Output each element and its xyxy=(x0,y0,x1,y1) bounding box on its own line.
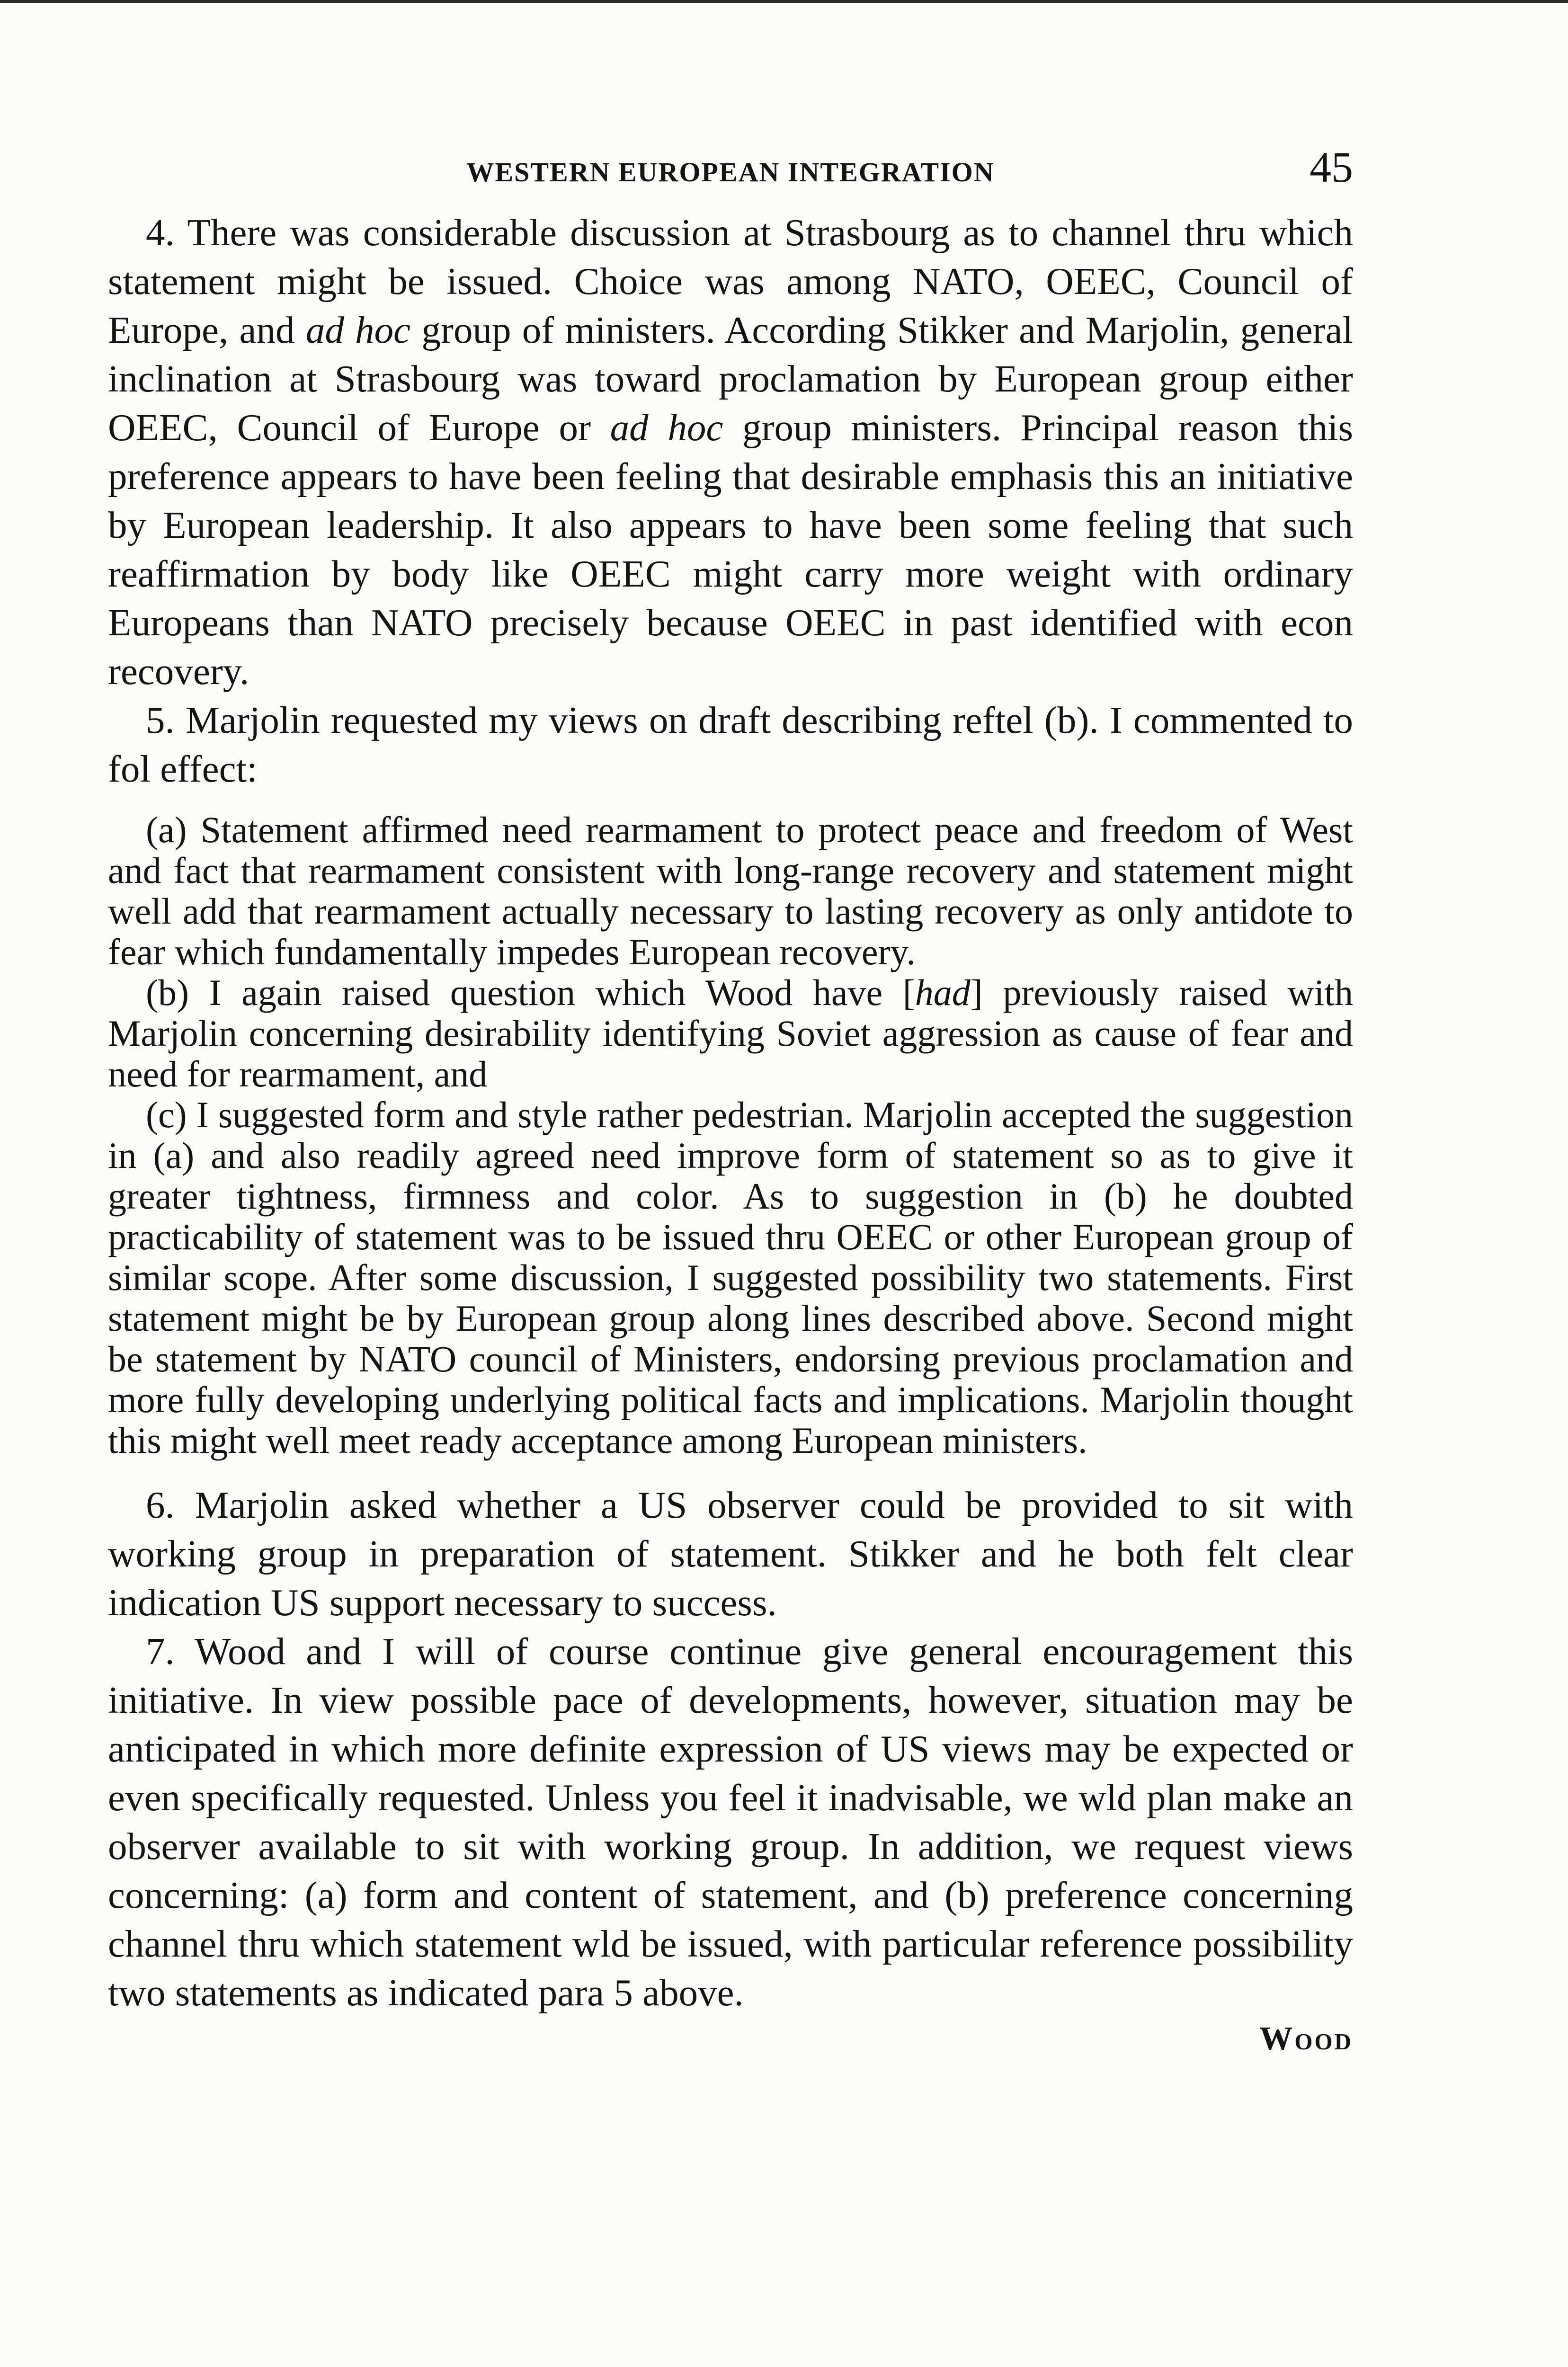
sub-paragraph-b-text-1: (b) I again raised question which Wood have [ xyxy=(146,972,915,1013)
signature: Wood xyxy=(1259,2020,1353,2057)
paragraph-4-text-2: group of ministers. According Stikker and Marjolin, general inclination at Strasbourg was toward proclamation by European group either OEEC, Council of Europe or xyxy=(108,309,1354,449)
sub-paragraph-b-text-2: ] previously raised with Marjolin concerning desirability identifying Soviet aggression as cause of fear and need for rearmament, and xyxy=(108,972,1353,1095)
main-text-continued xyxy=(108,1481,1353,2017)
running-header xyxy=(108,137,1353,208)
paragraph-7: 7. Wood and I will of course continue give general encouragement this initiative. In view possible pace of developments, however, situation may be anticipated in which more definite expression of US views may be expected or even specifically requested. Unless you feel it inadvisable, we wld plan make an observer available to sit with working group. In addition, we request views concerning: (a) form and content of statement, and (b) preference concerning channel thru which statement wld be issued, with particular reference possibility two statements as indicated para 5 above. xyxy=(108,1630,1353,2014)
paragraph-6: 6. Marjolin asked whether a US observer could be provided to sit with working group in preparation of statement. Stikker and he both felt clear indication US support necessary to success. xyxy=(108,1484,1353,1624)
sub-paragraph-b xyxy=(108,972,1353,1095)
paragraph-4 xyxy=(108,208,1353,696)
sub-paragraphs xyxy=(108,810,1353,1461)
paragraph-5: 5. Marjolin requested my views on draft describing reftel (b). I commented to fol effect: xyxy=(108,699,1353,790)
paragraph-4-italic-2: ad hoc xyxy=(610,406,723,449)
page-number: 45 xyxy=(1310,143,1353,191)
document-page xyxy=(108,137,1353,2058)
running-title: WESTERN EUROPEAN INTEGRATION xyxy=(466,157,995,187)
paragraph-4-text-1: 4. There was considerable discussion at Strasbourg as to channel thru which statement might be issued. Choice was among NATO, OEEC, Council of Europe, and xyxy=(108,211,1353,351)
main-text xyxy=(108,208,1353,793)
sub-paragraph-a: (a) Statement affirmed need rearmament to protect peace and freedom of West and fact that rearmament consistent with long-range recovery and statement might well add that rearmament actually necessary to lasting recovery as only antidote to fear which fundamentally impedes European recovery. xyxy=(108,809,1353,972)
page-top-edge xyxy=(0,0,1568,3)
paragraph-4-text-3: group ministers. Principal reason this preference appears to have been feeling that desirable emphasis this an initiative by European leadership. It also appears to have been some feeling that such reaffirmation by body like OEEC might carry more weight with ordinary Europeans than NATO precisely because OEEC in past identified with econ recovery. xyxy=(108,406,1353,693)
paragraph-4-italic-1: ad hoc xyxy=(305,309,411,351)
sub-paragraph-b-italic: had xyxy=(915,972,971,1013)
sub-paragraph-c: (c) I suggested form and style rather pedestrian. Marjolin accepted the suggestion in (a) and also readily agreed need improve form of statement so as to give it greater tightness, firmness and color. As to suggestion in (b) he doubted practicability of statement was to be issued thru OEEC or other European group of similar scope. After some discussion, I suggested possibility two statements. First statement might be by European group along lines described above. Second might be statement by NATO council of Ministers, endorsing previous proclamation and more fully developing underlying political facts and implications. Marjolin thought this might well meet ready acceptance among European ministers. xyxy=(108,1094,1353,1461)
